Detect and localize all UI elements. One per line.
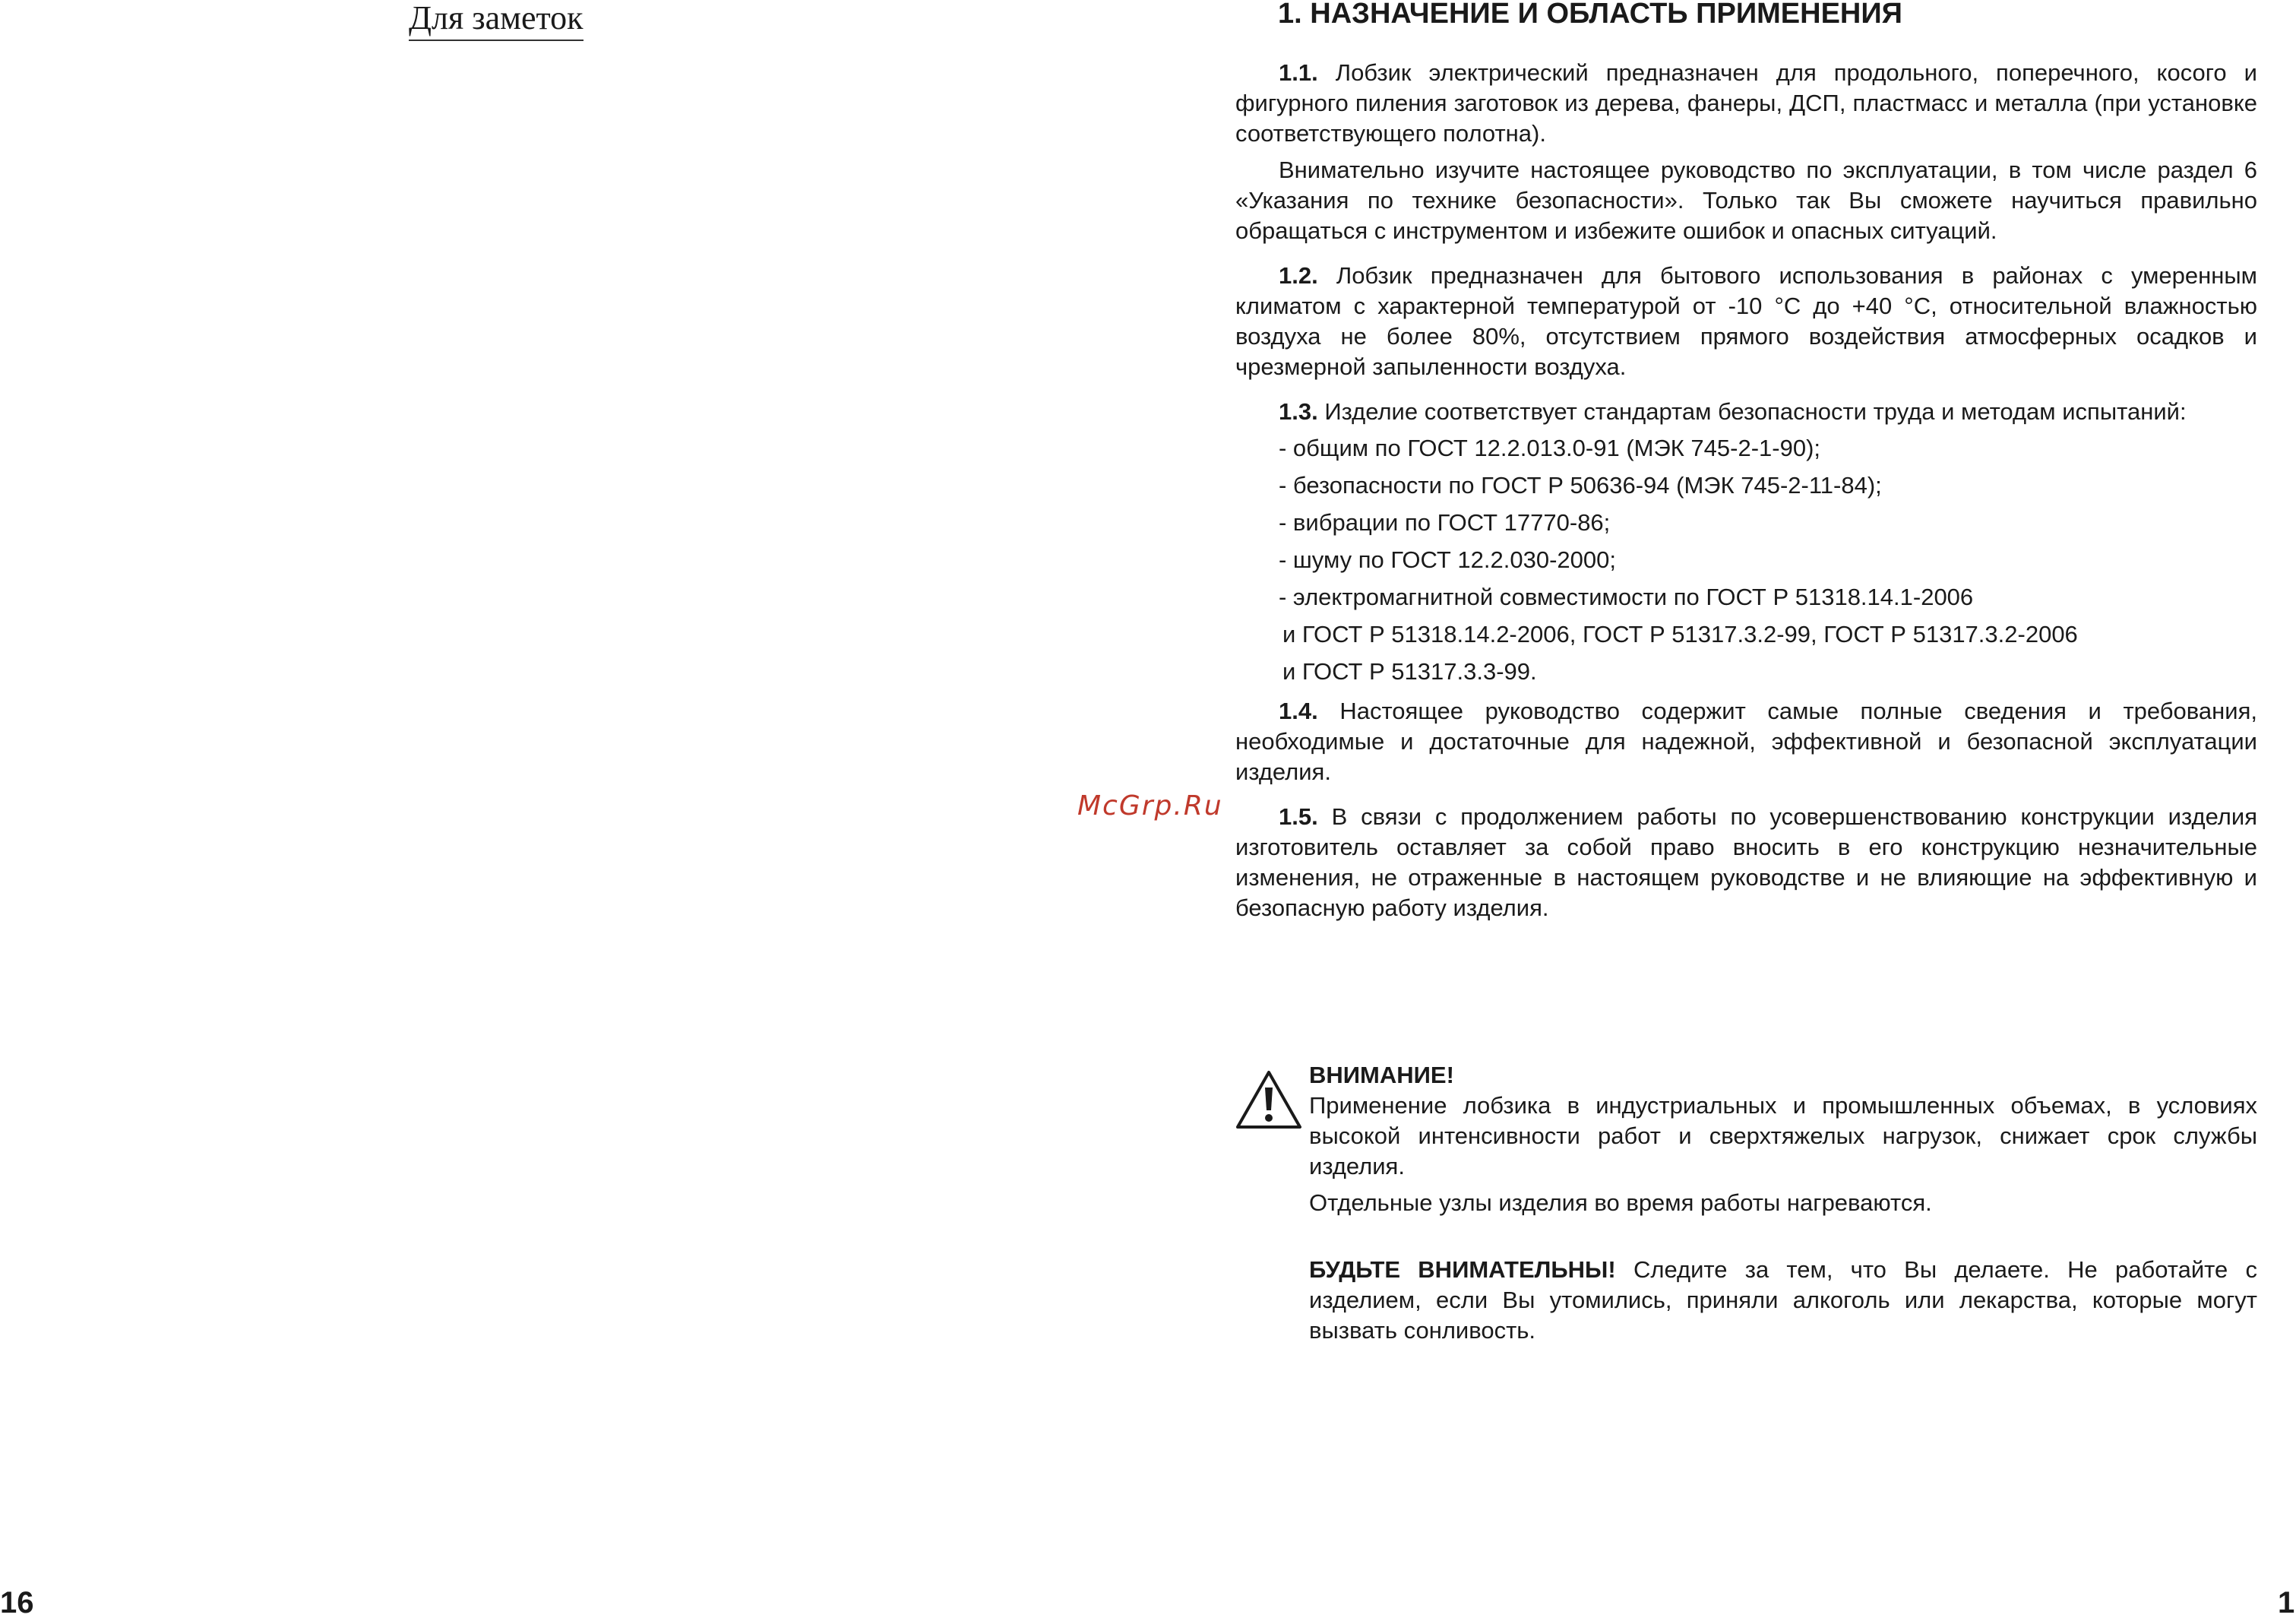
paragraph-1-3 xyxy=(1235,397,2257,427)
standards-list-item: - общим по ГОСТ 12.2.013.0-91 (МЭК 745-2-1-90); xyxy=(1279,435,1821,461)
standards-list-item: - вибрации по ГОСТ 17770-86; xyxy=(1279,509,1611,536)
warning-block xyxy=(1235,1060,2257,1346)
paragraph-1-2 xyxy=(1235,261,2257,382)
standards-list-item: - безопасности по ГОСТ Р 50636-94 (МЭК 745-2-11-84); xyxy=(1279,472,1882,499)
warning-paragraph: Отдельные узлы изделия во время работы нагреваются. xyxy=(1309,1189,1932,1216)
paragraph-text: Лобзик электрический предназначен для продольного, поперечного, косого и фигурного пиления заготовок из дерева, фанеры, ДСП, пластмасс и металла (при установке соответствующего полотна). xyxy=(1235,59,2257,147)
purpose-section xyxy=(1235,0,2257,923)
warning-title: ВНИМАНИЕ! xyxy=(1309,1062,1454,1088)
paragraph-text: Лобзик предназначен для бытового использования в районах с умеренным климатом с характерной температурой от -10 °С до +40 °С, относительной влажностью воздуха не более 80%, отсутствием прямого воздействия атмосферных осадков и чрезмерной запыленности воздуха. xyxy=(1235,262,2257,380)
paragraph-1-5 xyxy=(1235,802,2257,923)
standards-list-item: - электромагнитной совместимости по ГОСТ Р 51318.14.1-2006 xyxy=(1279,584,1974,610)
paragraph-1-1 xyxy=(1235,58,2257,149)
caution-title: БУДЬТЕ ВНИМАТЕЛЬНЫ! xyxy=(1309,1256,1616,1283)
paragraph-number: 1.5. xyxy=(1279,803,1318,830)
warning-paragraph: Применение лобзика в индустриальных и промышленных объемах, в условиях высокой интенсивности работ и сверхтяжелых нагрузок, снижает срок службы изделия. xyxy=(1309,1092,2257,1179)
caution-text: Следите за тем, что Вы делаете. Не работайте с изделием, если Вы утомились, приняли алкоголь или лекарства, которые могут вызвать сонливость. xyxy=(1309,1256,2257,1344)
standards-list-continuation: и ГОСТ Р 51317.3.3-99. xyxy=(1282,658,1537,685)
paragraph-text: Изделие соответствует стандартам безопасности труда и методам испытаний: xyxy=(1324,398,2187,425)
page-number-left: 16 xyxy=(0,1586,34,1619)
notes-title: Для заметок xyxy=(409,0,583,41)
paragraph-text: В связи с продолжением работы по усовершенствованию конструкции изделия изготовитель оставляет за собой право вносить в его конструкцию незначительные изменения, не отраженные в настоящем руководстве и не влияющие на эффективную и безопасную работу изделия. xyxy=(1235,803,2257,921)
paragraph-text: Настоящее руководство содержит самые полные сведения и требования, необходимые и достаточные для надежной, эффективной и безопасной эксплуатации изделия. xyxy=(1235,698,2257,785)
standards-list-continuation: и ГОСТ Р 51318.14.2-2006, ГОСТ Р 51317.3.2-99, ГОСТ Р 51317.3.2-2006 xyxy=(1282,621,2078,647)
page-number-right: 1 xyxy=(2278,1586,2295,1619)
warning-text xyxy=(1309,1060,2257,1346)
warning-triangle-icon xyxy=(1235,1069,1302,1130)
paragraph-1-1-note: Внимательно изучите настоящее руководство по эксплуатации, в том числе раздел 6 «Указания по технике безопасности». Только так Вы сможете научиться правильно обращаться с инструментом и избежите ошибок и опасных ситуаций. xyxy=(1235,157,2257,244)
section-heading: 1. НАЗНАЧЕНИЕ И ОБЛАСТЬ ПРИМЕНЕНИЯ xyxy=(1278,0,1902,30)
standards-list xyxy=(1235,433,2257,687)
caution-paragraph xyxy=(1309,1255,2257,1346)
paragraph-number: 1.2. xyxy=(1279,262,1318,289)
paragraph-number: 1.4. xyxy=(1279,698,1318,724)
watermark: McGrp.Ru xyxy=(1077,790,1223,822)
standards-list-item: - шуму по ГОСТ 12.2.030-2000; xyxy=(1279,546,1617,573)
paragraph-number: 1.3. xyxy=(1279,398,1318,425)
paragraph-1-4 xyxy=(1235,696,2257,787)
paragraph-number: 1.1. xyxy=(1279,59,1318,86)
